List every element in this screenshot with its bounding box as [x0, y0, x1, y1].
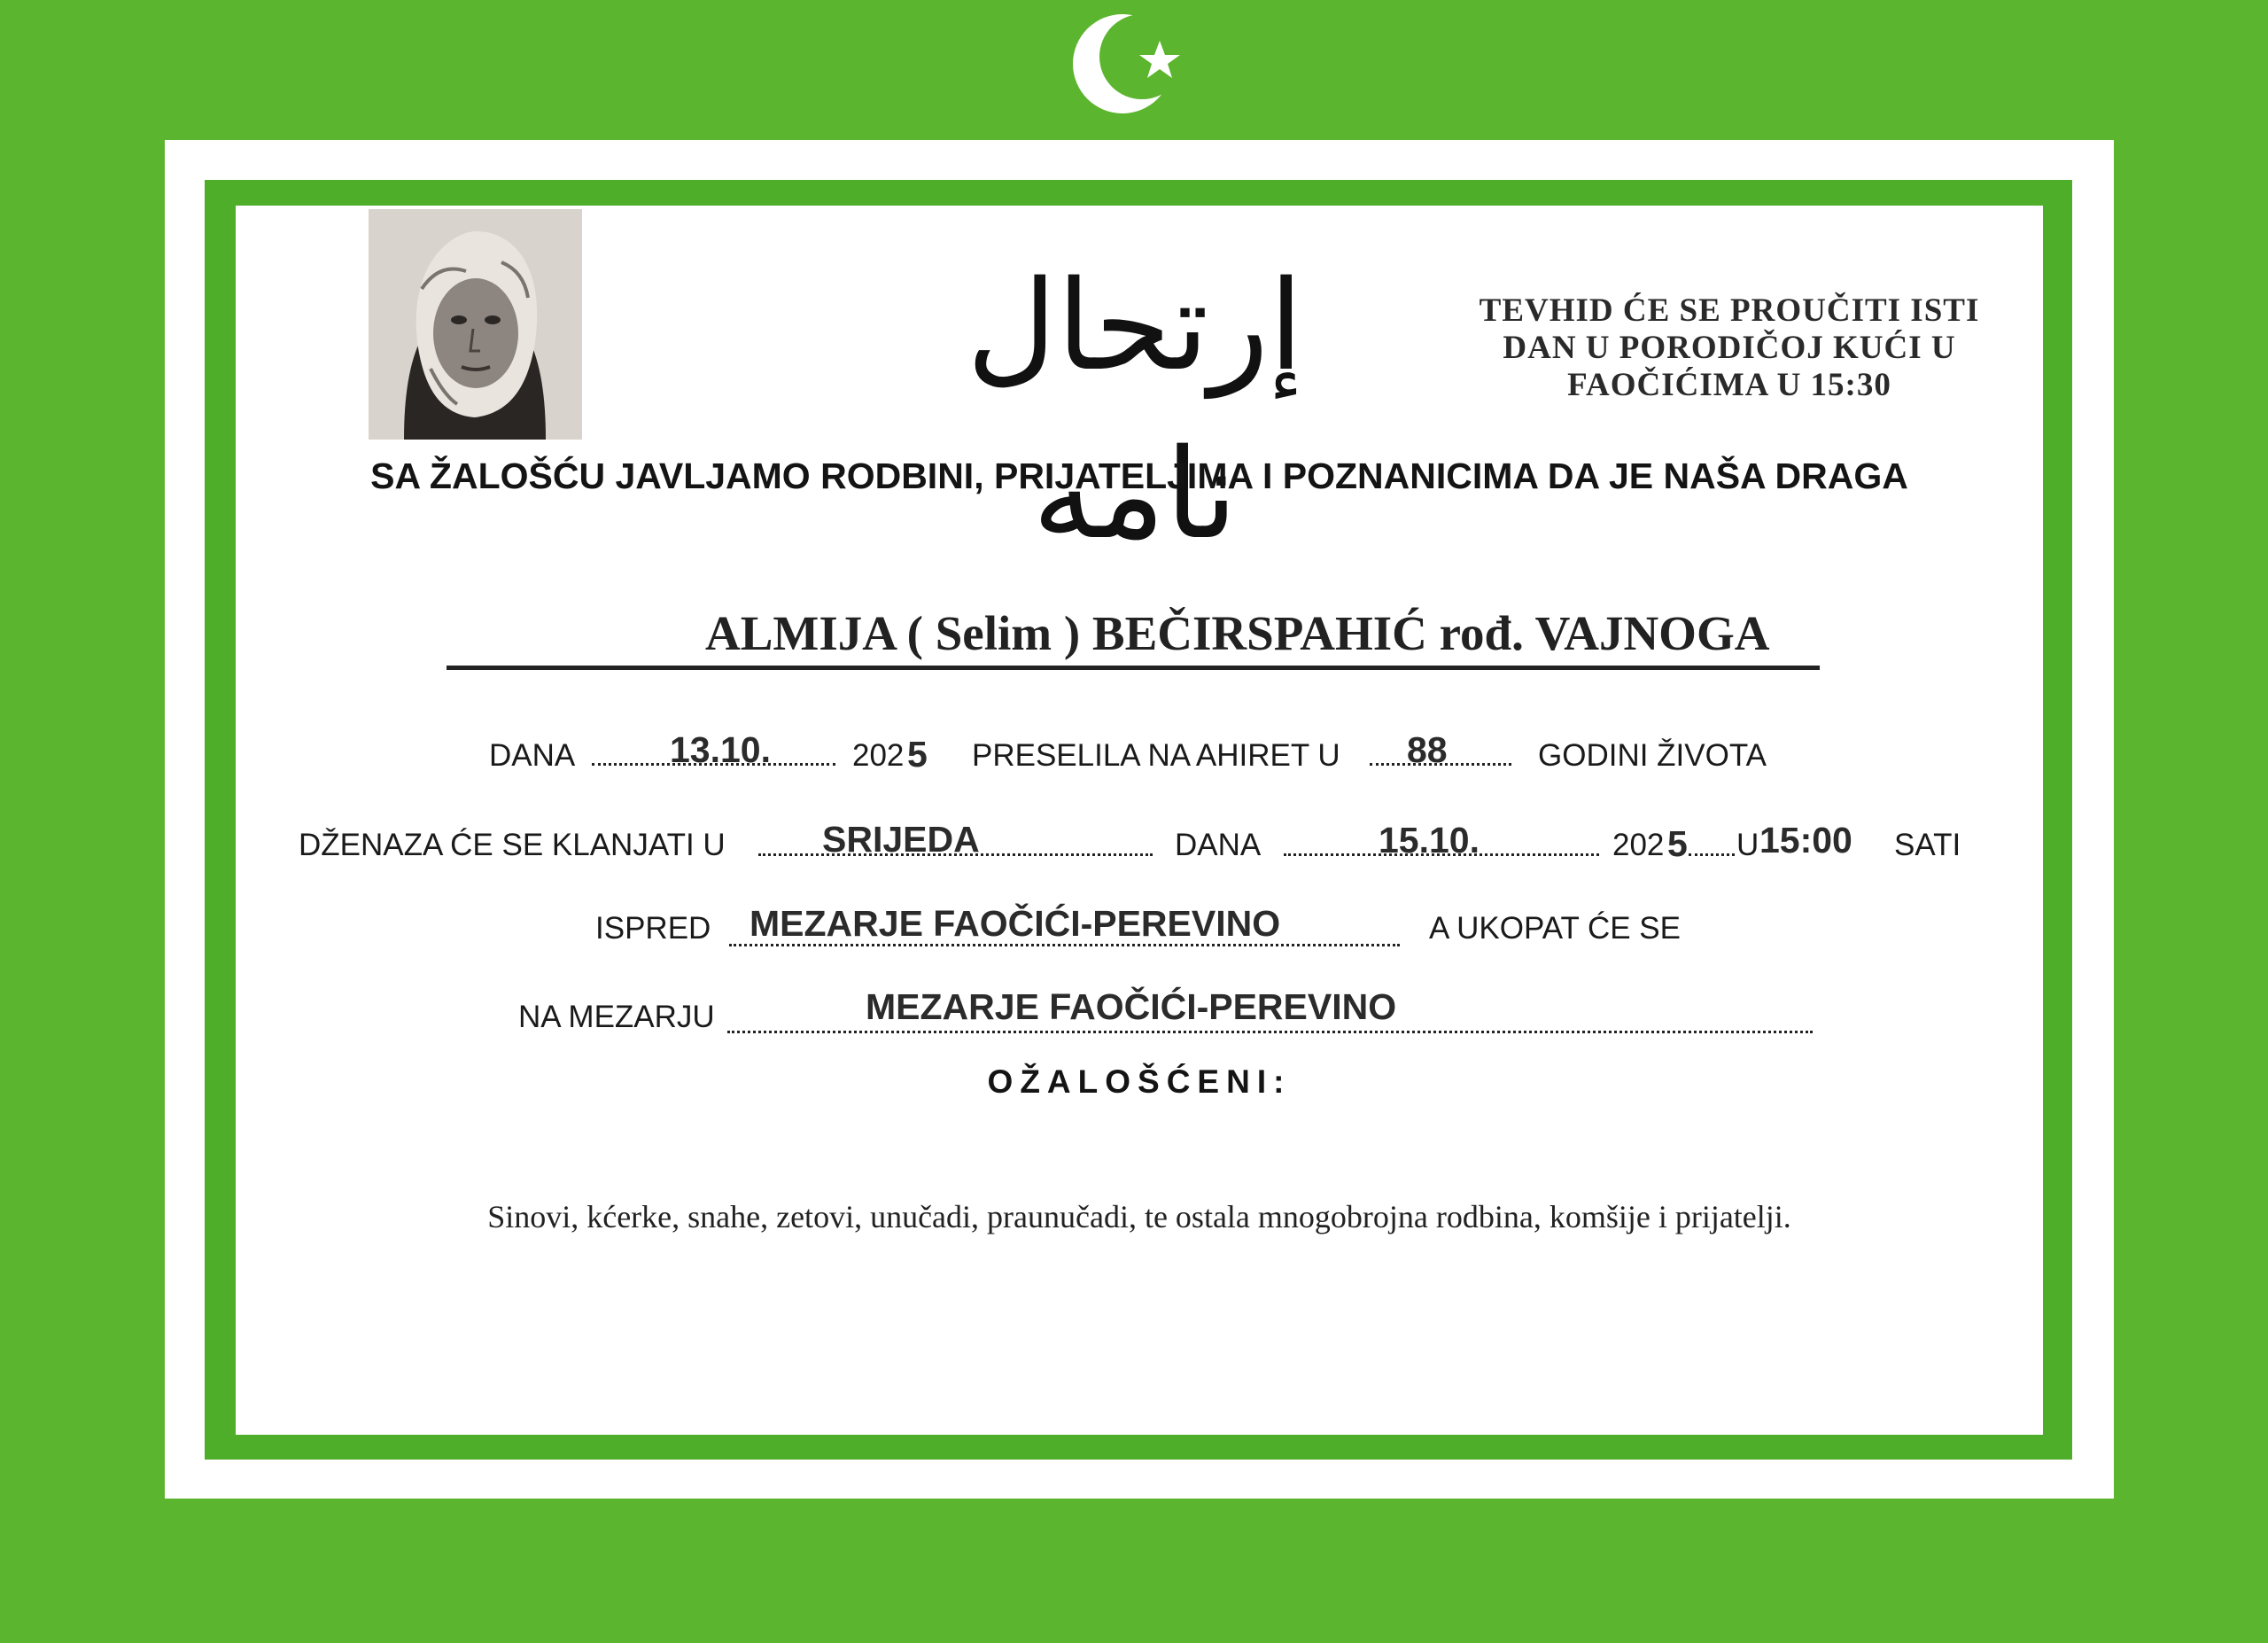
mourners-list: Sinovi, kćerke, snahe, zetovi, unučadi, praunučadi, te ostala mnogobrojna rodbina, komšije i prijatelji.: [487, 1199, 1791, 1234]
label-ukopat: A UKOPAT ĆE SE: [1429, 911, 1681, 946]
mourners-heading: OŽALOŠĆENI:: [987, 1063, 1292, 1100]
age-value: 88: [1407, 729, 1448, 770]
label-preselila: PRESELILA NA AHIRET U: [972, 738, 1340, 773]
label-dzenaza: DŽENAZA ĆE SE KLANJATI U: [299, 828, 726, 862]
dotted-line: [1689, 853, 1735, 856]
tevhid-line-1: TEVHID ĆE SE PROUČITI ISTI: [1479, 292, 1980, 329]
dotted-line: [727, 1031, 1813, 1033]
funeral-location: MEZARJE FAOČIĆI-PEREVINO: [750, 903, 1281, 944]
year-digit-1: 5: [907, 734, 928, 775]
tevhid-line-3: FAOČIĆIMA U 15:30: [1567, 367, 1891, 403]
tevhid-line-2: DAN U PORODIČOJ KUĆI U: [1503, 330, 1956, 366]
death-date: 13.10.: [670, 729, 771, 770]
notice-card: [236, 206, 2043, 1435]
burial-location: MEZARJE FAOČIĆI-PEREVINO: [866, 986, 1397, 1027]
arabic-title: إرتحال نامه: [966, 254, 1304, 567]
deceased-portrait: [369, 209, 582, 440]
announcement-text: SA ŽALOŠĆU JAVLJAMO RODBINI, PRIJATELJIMA I POZNANICIMA DA JE NAŠA DRAGA: [370, 456, 1908, 496]
crescent-star-icon: [1068, 5, 1200, 122]
label-ispred: ISPRED: [595, 911, 711, 946]
funeral-time: 15:00: [1759, 820, 1852, 860]
funeral-date: 15.10.: [1379, 820, 1480, 860]
label-sati: SATI: [1894, 828, 1961, 862]
tevhid-notice: [1428, 292, 2031, 404]
label-dana-2: DANA: [1175, 828, 1262, 862]
deceased-name: ALMIJA ( Selim ) BEČIRSPAHIĆ rođ. VAJNOGA: [705, 606, 1770, 660]
funeral-day: SRIJEDA: [822, 819, 980, 860]
label-na-mezarju: NA MEZARJU: [518, 1000, 715, 1034]
year-digit-2: 5: [1667, 823, 1688, 864]
label-godini: GODINI ŽIVOTA: [1538, 738, 1767, 773]
name-underline: [447, 666, 1820, 670]
year-prefix-1: 202: [852, 738, 905, 773]
label-dana-1: DANA: [489, 738, 576, 773]
label-u: U: [1736, 828, 1759, 862]
year-prefix-2: 202: [1612, 828, 1665, 862]
